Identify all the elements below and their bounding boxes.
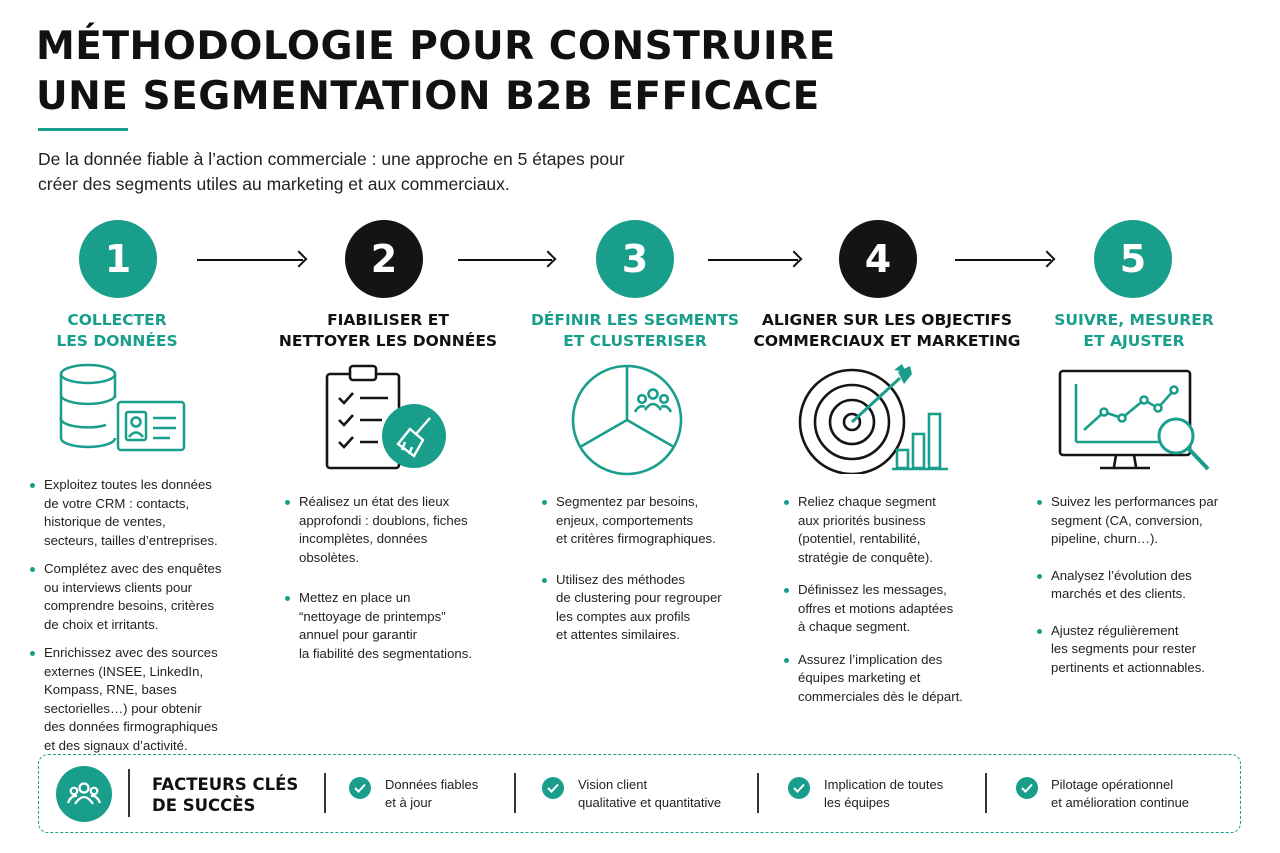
arrow-right-icon — [197, 259, 303, 261]
bullet-line: ou interviews clients pour — [44, 579, 193, 595]
check-icon — [542, 777, 564, 799]
step-1-title-line1: COLLECTER — [67, 311, 167, 329]
bullet-line: et attentes similaires. — [556, 627, 680, 642]
bullet-line: Segmentez par besoins, — [556, 494, 699, 509]
step-4-title — [752, 310, 1022, 352]
bullet-item — [285, 493, 520, 567]
bullet-line: historique de ventes, — [44, 514, 166, 529]
step-2-bullets — [285, 493, 520, 663]
step-1-title — [17, 310, 217, 352]
success-factor-3-line2: les équipes — [824, 794, 890, 810]
bullet-line: obsolètes. — [299, 549, 360, 565]
bullet-line: Complétez avec des enquêtes — [44, 561, 222, 576]
bullet-line: les comptes aux profils — [556, 608, 691, 624]
bullet-line: Mettez en place un — [299, 590, 411, 605]
bullet-line: aux priorités business — [798, 512, 926, 528]
divider — [324, 773, 326, 813]
clipboard-checklist-broom-icon — [322, 362, 452, 474]
bullet-line: annuel pour garantir — [299, 627, 418, 642]
success-factor-3-line1: Implication de toutes — [824, 777, 944, 792]
bullet-line: approfondi : doublons, fiches — [299, 512, 468, 528]
bullet-line: Kompass, RNE, bases — [44, 682, 177, 697]
bullet-line: enjeux, comportements — [556, 512, 694, 528]
step-5-number: 5 — [1094, 220, 1172, 298]
bullet-item — [542, 493, 767, 549]
bullet-line: Réalisez un état des lieux — [299, 494, 450, 509]
bullet-line: incomplètes, données — [299, 531, 428, 546]
step-4-bullets — [784, 493, 1009, 706]
bullet-line: pertinents et actionnables. — [1051, 659, 1205, 675]
step-2-number: 2 — [345, 220, 423, 298]
bullet-line: Enrichissez avec des sources — [44, 645, 218, 660]
bullet-item — [784, 493, 1009, 567]
bullet-item — [30, 644, 260, 755]
divider — [128, 769, 130, 817]
page-subtitle-line1: De la donnée fiable à l’action commerciale : une approche en 5 étapes pour — [38, 149, 625, 169]
divider — [757, 773, 759, 813]
bullet-line: de clustering pour regrouper — [556, 590, 722, 605]
bullet-line: équipes marketing et — [798, 670, 921, 685]
step-5-title-line2: ET AJUSTER — [1083, 332, 1185, 350]
monitor-line-chart-magnifier-icon — [1058, 368, 1214, 476]
bullet-line: de votre CRM : contacts, — [44, 495, 190, 511]
team-group-icon — [56, 766, 112, 822]
key-success-factors-box — [38, 754, 1241, 833]
check-icon — [788, 777, 810, 799]
arrow-right-icon — [708, 259, 798, 261]
bullet-line: et critères firmographiques. — [556, 531, 716, 546]
step-3-number: 3 — [596, 220, 674, 298]
bullet-line: Utilisez des méthodes — [556, 571, 686, 587]
step-5-title — [1034, 310, 1234, 352]
bullet-item — [30, 476, 260, 550]
bullet-line: “nettoyage de printemps” — [299, 608, 446, 624]
bullet-item — [542, 571, 767, 645]
bullet-line: Assurez l’implication des — [798, 651, 943, 667]
bullet-line: et des signaux d’activité. — [44, 737, 188, 753]
bullet-item — [1037, 567, 1267, 604]
success-factor-1 — [385, 776, 478, 811]
bullet-line: commerciales dès le départ. — [798, 688, 963, 704]
bullet-line: la fiabilité des segmentations. — [299, 645, 473, 661]
page-subtitle — [38, 147, 718, 197]
bullet-line: Reliez chaque segment — [798, 494, 936, 509]
step-2-title — [268, 310, 508, 352]
bullet-line: Suivez les performances par — [1051, 494, 1219, 509]
step-5-bullets — [1037, 493, 1267, 677]
page-title — [36, 22, 836, 122]
bullet-line: Exploitez toutes les données — [44, 477, 212, 492]
step-1-bullets — [30, 476, 260, 755]
page-title-line1: MÉTHODOLOGIE POUR CONSTRUIRE — [36, 24, 836, 69]
divider — [514, 773, 516, 813]
divider — [985, 773, 987, 813]
step-2-title-line1: FIABILISER ET — [327, 311, 449, 329]
key-success-factors-title-line2: DE SUCCÈS — [152, 796, 256, 815]
step-1-title-line2: LES DONNÉES — [56, 332, 178, 350]
bullet-line: Définissez les messages, — [798, 582, 947, 597]
bullet-line: (potentiel, rentabilité, — [798, 531, 921, 546]
step-2-title-line2: NETTOYER LES DONNÉES — [278, 332, 498, 350]
bullet-line: de choix et irritants. — [44, 616, 159, 632]
page-subtitle-line2: créer des segments utiles au marketing et aux commerciaux. — [38, 174, 510, 194]
step-1-number: 1 — [79, 220, 157, 298]
bullet-line: marchés et des clients. — [1051, 586, 1186, 601]
success-factor-4 — [1051, 776, 1189, 811]
database-contact-card-icon — [58, 362, 188, 454]
step-4-title-line2: COMMERCIAUX ET MARKETING — [753, 332, 1021, 350]
bullet-item — [285, 589, 520, 663]
success-factor-2 — [578, 776, 721, 811]
key-success-factors-title-line1: FACTEURS CLÉS — [152, 775, 299, 794]
title-underline — [38, 128, 128, 131]
success-factor-3 — [824, 776, 943, 811]
check-icon — [349, 777, 371, 799]
bullet-line: stratégie de conquête). — [798, 549, 933, 565]
key-success-factors-title — [152, 774, 298, 816]
check-icon — [1016, 777, 1038, 799]
arrow-right-icon — [458, 259, 552, 261]
arrow-right-icon — [955, 259, 1051, 261]
bullet-line: offres et motions adaptées — [798, 600, 954, 616]
bullet-item — [784, 651, 1009, 707]
step-3-title-line1: DÉFINIR LES SEGMENTS — [530, 311, 740, 329]
step-3-title — [515, 310, 755, 352]
bullet-item — [30, 560, 260, 634]
success-factor-4-line1: Pilotage opérationnel — [1051, 777, 1174, 792]
bullet-line: Analysez l’évolution des — [1051, 567, 1192, 583]
bullet-line: secteurs, tailles d’entreprises. — [44, 532, 218, 548]
bullet-line: pipeline, churn…). — [1051, 531, 1159, 546]
bullet-line: des données firmographiques — [44, 719, 218, 734]
success-factor-4-line2: et amélioration continue — [1051, 794, 1190, 810]
bullet-line: sectorielles…) pour obtenir — [44, 700, 202, 716]
step-4-title-line1: ALIGNER SUR LES OBJECTIFS — [761, 311, 1013, 329]
step-3-bullets — [542, 493, 767, 645]
success-factor-2-line1: Vision client — [578, 777, 648, 792]
pie-segments-group-icon — [569, 362, 685, 478]
bullet-item — [1037, 622, 1267, 678]
target-arrow-bar-chart-icon — [794, 362, 954, 474]
page-title-line2: UNE SEGMENTATION B2B EFFICACE — [36, 74, 820, 119]
bullet-line: les segments pour rester — [1051, 641, 1197, 656]
bullet-line: à chaque segment. — [798, 619, 911, 634]
bullet-line: comprendre besoins, critères — [44, 598, 215, 613]
bullet-line: Ajustez régulièrement — [1051, 622, 1179, 638]
step-5-title-line1: SUIVRE, MESURER — [1054, 311, 1214, 329]
bullet-item — [1037, 493, 1267, 549]
bullet-line: externes (INSEE, LinkedIn, — [44, 663, 204, 679]
success-factor-1-line1: Données fiables — [385, 777, 479, 792]
step-4-number: 4 — [839, 220, 917, 298]
success-factor-1-line2: et à jour — [385, 794, 432, 810]
success-factor-2-line2: qualitative et quantitative — [578, 794, 722, 810]
step-3-title-line2: ET CLUSTERISER — [563, 332, 707, 350]
bullet-item — [784, 581, 1009, 637]
bullet-line: segment (CA, conversion, — [1051, 512, 1203, 528]
